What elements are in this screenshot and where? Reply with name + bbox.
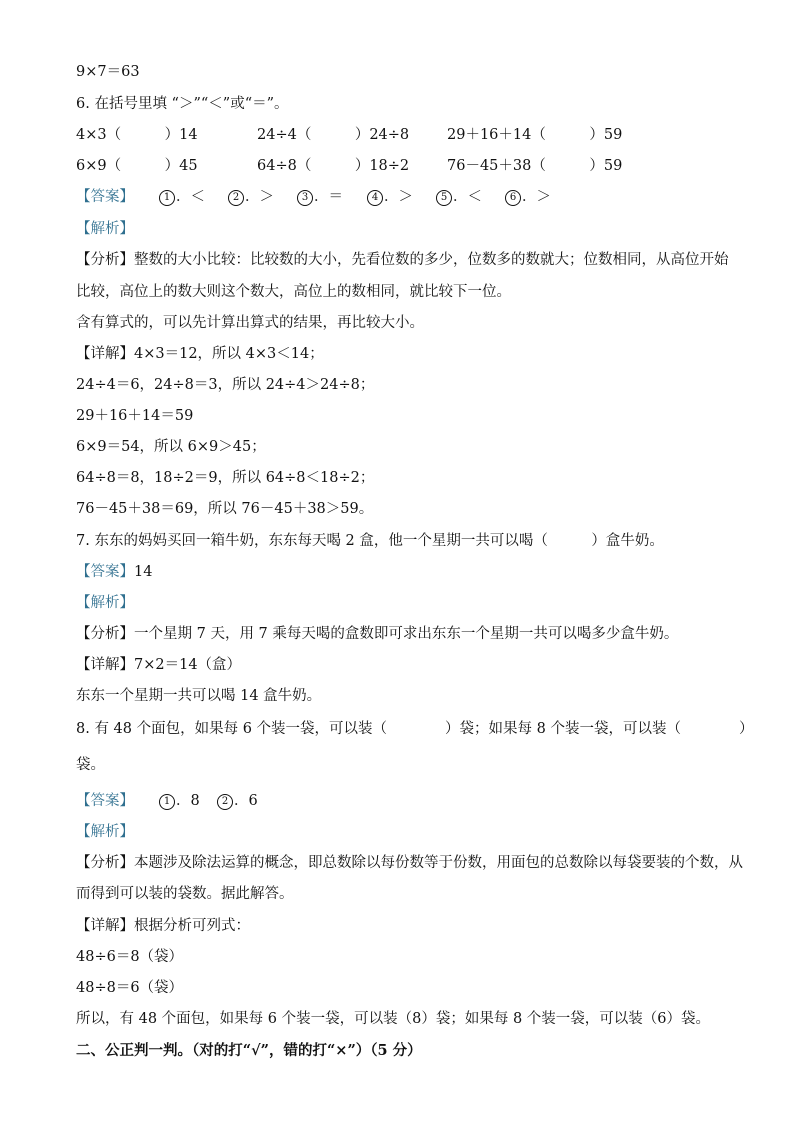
detail-text: 所以，有 48 个面包，如果每 6 个装一袋，可以装（8）袋；如果每 8 个装一袋，可以装（6）袋。: [76, 1011, 711, 1027]
answer-value: 14: [134, 564, 153, 580]
answer-label: 【答案】: [76, 189, 134, 205]
answer-item: 6 ．＞: [505, 187, 551, 207]
circled-number: 5: [436, 190, 452, 206]
answer-item: 5 ．＜: [436, 187, 482, 207]
detail-text: 48÷6＝8（袋）: [76, 949, 184, 965]
section-heading: 二、公正判一判。（对的打“√”，错的打“×”）（5 分）: [76, 1042, 422, 1059]
analysis-text: 【分析】整数的大小比较：比较数的大小，先看位数的多少，位数多的数就大；位数相同，从高位开始: [76, 252, 729, 268]
analysis-label: 【解析】: [76, 595, 134, 611]
detail-text: 【详解】根据分析可列式：: [76, 918, 250, 934]
analysis-text: 含有算式的，可以先计算出算式的结果，再比较大小。: [76, 315, 424, 331]
analysis-text: 【分析】一个星期 7 天，用 7 乘每天喝的盒数即可求出东东一个星期一共可以喝多少盒牛奶。: [76, 626, 679, 642]
question-7: 7. 东东的妈妈买回一箱牛奶，东东每天喝 2 盒，他一个星期一共可以喝（ ）盒牛奶。: [76, 533, 664, 549]
circled-number: 1: [159, 190, 175, 206]
compare-item: 6×9（ ）45: [76, 158, 198, 174]
analysis-text: 【分析】本题涉及除法运算的概念，即总数除以每份数等于份数，用面包的总数除以每袋要装的个数，从: [76, 855, 743, 871]
compare-item: 24÷4（ ）24÷8: [257, 127, 410, 143]
circled-number: 6: [505, 190, 521, 206]
compare-item: 4×3（ ）14: [76, 127, 198, 143]
detail-text: 48÷8＝6（袋）: [76, 980, 184, 996]
answer-row: [76, 562, 152, 582]
analysis-label: 【解析】: [76, 221, 134, 237]
text-line: 9×7＝63: [76, 64, 140, 80]
circled-number: 2: [228, 190, 244, 206]
answer-label: 【答案】: [76, 793, 134, 809]
detail-text: 【详解】4×3＝12，所以 4×3＜14；: [76, 346, 324, 362]
compare-item: 76－45＋38（ ）59: [447, 158, 623, 174]
question-8-cont: 袋。: [76, 757, 105, 773]
answer-item: 4 ．＞: [367, 187, 413, 207]
analysis-text: 而得到可以装的袋数。据此解答。: [76, 886, 294, 902]
answer-item: 3 ．＝: [297, 187, 343, 207]
detail-text: 29＋16＋14＝59: [76, 408, 194, 424]
answer-item: 1 ．8: [159, 791, 200, 811]
answer-item: 2 ．＞: [228, 187, 274, 207]
question-8: 8. 有 48 个面包，如果每 6 个装一袋，可以装（ ）袋；如果每 8 个装一袋，可以装（ ）: [76, 721, 754, 737]
detail-text: 东东一个星期一共可以喝 14 盒牛奶。: [76, 688, 322, 704]
detail-text: 6×9＝54，所以 6×9＞45；: [76, 439, 266, 455]
circled-number: 3: [297, 190, 313, 206]
answer-label: 【答案】: [76, 564, 134, 580]
answer-item: 1 ．＜: [159, 187, 205, 207]
circled-number: 4: [367, 190, 383, 206]
answer-item: 2 ．6: [217, 791, 258, 811]
detail-text: 64÷8＝8，18÷2＝9，所以 64÷8＜18÷2；: [76, 470, 375, 486]
detail-text: 【详解】7×2＝14（盒）: [76, 657, 242, 673]
analysis-text: 比较，高位上的数大则这个数大，高位上的数相同，就比较下一位。: [76, 284, 511, 300]
compare-item: 64÷8（ ）18÷2: [257, 158, 410, 174]
circled-number: 1: [159, 794, 175, 810]
circled-number: 2: [217, 794, 233, 810]
question-6: 6. 在括号里填 “＞”“＜”或“＝”。: [76, 96, 289, 112]
detail-text: 24÷4＝6，24÷8＝3，所以 24÷4＞24÷8；: [76, 377, 375, 393]
analysis-label: 【解析】: [76, 824, 134, 840]
compare-item: 29＋16＋14（ ）59: [447, 127, 623, 143]
detail-text: 76－45＋38＝69，所以 76－45＋38＞59。: [76, 501, 374, 517]
